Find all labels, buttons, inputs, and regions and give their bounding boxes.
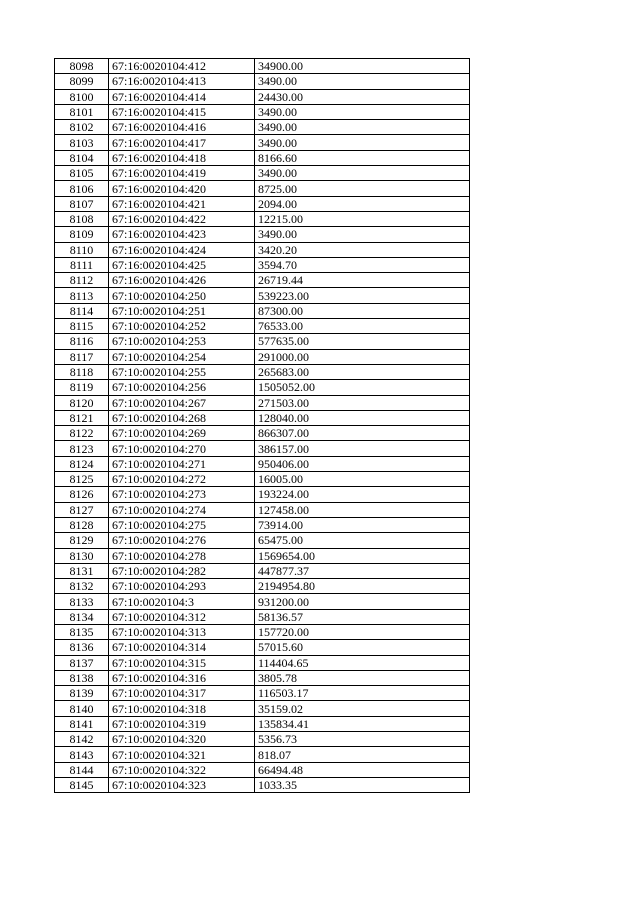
- value-cell: 3420.20: [255, 242, 470, 257]
- row-number-cell: 8099: [55, 74, 109, 89]
- cadastral-number-cell: 67:16:0020104:425: [109, 257, 255, 272]
- value-cell: 386157.00: [255, 441, 470, 456]
- table-row: [55, 273, 470, 288]
- table-row: [55, 686, 470, 701]
- value-cell: 12215.00: [255, 211, 470, 226]
- value-cell: 3490.00: [255, 166, 470, 181]
- value-cell: 128040.00: [255, 410, 470, 425]
- row-number-cell: 8108: [55, 211, 109, 226]
- value-cell: 2194954.80: [255, 579, 470, 594]
- table-row: [55, 594, 470, 609]
- row-number-cell: 8136: [55, 640, 109, 655]
- table-row: [55, 472, 470, 487]
- table-row: [55, 395, 470, 410]
- cadastral-number-cell: 67:10:0020104:254: [109, 349, 255, 364]
- value-cell: 291000.00: [255, 349, 470, 364]
- row-number-cell: 8135: [55, 624, 109, 639]
- table-row: [55, 334, 470, 349]
- table-row: [55, 640, 470, 655]
- row-number-cell: 8120: [55, 395, 109, 410]
- value-cell: 73914.00: [255, 517, 470, 532]
- data-table: [54, 58, 470, 793]
- table-row: [55, 762, 470, 777]
- cadastral-number-cell: 67:10:0020104:252: [109, 319, 255, 334]
- table-row: [55, 364, 470, 379]
- table-row: [55, 59, 470, 74]
- value-cell: 127458.00: [255, 502, 470, 517]
- value-cell: 1033.35: [255, 777, 470, 792]
- value-cell: 135834.41: [255, 716, 470, 731]
- row-number-cell: 8109: [55, 227, 109, 242]
- value-cell: 57015.60: [255, 640, 470, 655]
- row-number-cell: 8138: [55, 670, 109, 685]
- row-number-cell: 8132: [55, 579, 109, 594]
- cadastral-number-cell: 67:16:0020104:415: [109, 104, 255, 119]
- cadastral-number-cell: 67:16:0020104:421: [109, 196, 255, 211]
- table-row: [55, 166, 470, 181]
- row-number-cell: 8137: [55, 655, 109, 670]
- value-cell: 2094.00: [255, 196, 470, 211]
- table-row: [55, 655, 470, 670]
- cadastral-number-cell: 67:10:0020104:275: [109, 517, 255, 532]
- table-row: [55, 609, 470, 624]
- value-cell: 26719.44: [255, 273, 470, 288]
- cadastral-number-cell: 67:16:0020104:414: [109, 89, 255, 104]
- value-cell: 931200.00: [255, 594, 470, 609]
- cadastral-number-cell: 67:16:0020104:420: [109, 181, 255, 196]
- cadastral-number-cell: 67:10:0020104:3: [109, 594, 255, 609]
- value-cell: 3490.00: [255, 135, 470, 150]
- row-number-cell: 8131: [55, 563, 109, 578]
- row-number-cell: 8112: [55, 273, 109, 288]
- cadastral-number-cell: 67:10:0020104:274: [109, 502, 255, 517]
- table-row: [55, 777, 470, 792]
- row-number-cell: 8100: [55, 89, 109, 104]
- cadastral-number-cell: 67:16:0020104:417: [109, 135, 255, 150]
- row-number-cell: 8127: [55, 502, 109, 517]
- value-cell: 950406.00: [255, 456, 470, 471]
- table-row: [55, 380, 470, 395]
- cadastral-number-cell: 67:10:0020104:316: [109, 670, 255, 685]
- table-row: [55, 120, 470, 135]
- value-cell: 447877.37: [255, 563, 470, 578]
- row-number-cell: 8145: [55, 777, 109, 792]
- row-number-cell: 8101: [55, 104, 109, 119]
- table-row: [55, 747, 470, 762]
- cadastral-number-cell: 67:10:0020104:272: [109, 472, 255, 487]
- cadastral-number-cell: 67:16:0020104:413: [109, 74, 255, 89]
- cadastral-number-cell: 67:10:0020104:267: [109, 395, 255, 410]
- row-number-cell: 8142: [55, 732, 109, 747]
- row-number-cell: 8130: [55, 548, 109, 563]
- value-cell: 3490.00: [255, 104, 470, 119]
- row-number-cell: 8134: [55, 609, 109, 624]
- value-cell: 35159.02: [255, 701, 470, 716]
- value-cell: 193224.00: [255, 487, 470, 502]
- row-number-cell: 8116: [55, 334, 109, 349]
- value-cell: 1569654.00: [255, 548, 470, 563]
- table-row: [55, 502, 470, 517]
- table-row: [55, 701, 470, 716]
- cadastral-number-cell: 67:10:0020104:251: [109, 303, 255, 318]
- row-number-cell: 8102: [55, 120, 109, 135]
- row-number-cell: 8105: [55, 166, 109, 181]
- value-cell: 539223.00: [255, 288, 470, 303]
- cadastral-number-cell: 67:10:0020104:271: [109, 456, 255, 471]
- value-cell: 3490.00: [255, 227, 470, 242]
- row-number-cell: 8111: [55, 257, 109, 272]
- cadastral-number-cell: 67:16:0020104:426: [109, 273, 255, 288]
- table-row: [55, 211, 470, 226]
- row-number-cell: 8115: [55, 319, 109, 334]
- table-row: [55, 487, 470, 502]
- value-cell: 65475.00: [255, 533, 470, 548]
- value-cell: 577635.00: [255, 334, 470, 349]
- table-row: [55, 456, 470, 471]
- cadastral-number-cell: 67:16:0020104:424: [109, 242, 255, 257]
- cadastral-number-cell: 67:10:0020104:312: [109, 609, 255, 624]
- cadastral-number-cell: 67:10:0020104:273: [109, 487, 255, 502]
- row-number-cell: 8123: [55, 441, 109, 456]
- table-row: [55, 563, 470, 578]
- value-cell: 34900.00: [255, 59, 470, 74]
- table-row: [55, 181, 470, 196]
- value-cell: 1505052.00: [255, 380, 470, 395]
- cadastral-number-cell: 67:10:0020104:293: [109, 579, 255, 594]
- table-body: [55, 59, 470, 793]
- row-number-cell: 8113: [55, 288, 109, 303]
- table-row: [55, 104, 470, 119]
- value-cell: 87300.00: [255, 303, 470, 318]
- row-number-cell: 8141: [55, 716, 109, 731]
- cadastral-number-cell: 67:10:0020104:253: [109, 334, 255, 349]
- table-row: [55, 257, 470, 272]
- cadastral-number-cell: 67:10:0020104:323: [109, 777, 255, 792]
- table-row: [55, 716, 470, 731]
- cadastral-number-cell: 67:10:0020104:250: [109, 288, 255, 303]
- cadastral-number-cell: 67:16:0020104:412: [109, 59, 255, 74]
- table-row: [55, 670, 470, 685]
- table-row: [55, 410, 470, 425]
- table-row: [55, 303, 470, 318]
- value-cell: 271503.00: [255, 395, 470, 410]
- table-row: [55, 196, 470, 211]
- value-cell: 8725.00: [255, 181, 470, 196]
- row-number-cell: 8122: [55, 426, 109, 441]
- row-number-cell: 8104: [55, 150, 109, 165]
- cadastral-number-cell: 67:16:0020104:423: [109, 227, 255, 242]
- table-row: [55, 624, 470, 639]
- table-row: [55, 227, 470, 242]
- cadastral-number-cell: 67:10:0020104:320: [109, 732, 255, 747]
- value-cell: 818.07: [255, 747, 470, 762]
- row-number-cell: 8128: [55, 517, 109, 532]
- row-number-cell: 8121: [55, 410, 109, 425]
- value-cell: 5356.73: [255, 732, 470, 747]
- cadastral-number-cell: 67:16:0020104:419: [109, 166, 255, 181]
- table-row: [55, 548, 470, 563]
- table-row: [55, 319, 470, 334]
- row-number-cell: 8119: [55, 380, 109, 395]
- value-cell: 116503.17: [255, 686, 470, 701]
- cadastral-number-cell: 67:10:0020104:268: [109, 410, 255, 425]
- value-cell: 3805.78: [255, 670, 470, 685]
- row-number-cell: 8129: [55, 533, 109, 548]
- table-row: [55, 579, 470, 594]
- cadastral-number-cell: 67:10:0020104:321: [109, 747, 255, 762]
- value-cell: 157720.00: [255, 624, 470, 639]
- row-number-cell: 8106: [55, 181, 109, 196]
- row-number-cell: 8118: [55, 364, 109, 379]
- table-row: [55, 732, 470, 747]
- row-number-cell: 8143: [55, 747, 109, 762]
- cadastral-number-cell: 67:10:0020104:314: [109, 640, 255, 655]
- table-row: [55, 533, 470, 548]
- value-cell: 3490.00: [255, 74, 470, 89]
- value-cell: 24430.00: [255, 89, 470, 104]
- row-number-cell: 8139: [55, 686, 109, 701]
- row-number-cell: 8124: [55, 456, 109, 471]
- cadastral-number-cell: 67:10:0020104:319: [109, 716, 255, 731]
- row-number-cell: 8114: [55, 303, 109, 318]
- cadastral-number-cell: 67:10:0020104:270: [109, 441, 255, 456]
- table-row: [55, 426, 470, 441]
- cadastral-number-cell: 67:16:0020104:422: [109, 211, 255, 226]
- value-cell: 114404.65: [255, 655, 470, 670]
- cadastral-number-cell: 67:10:0020104:313: [109, 624, 255, 639]
- value-cell: 866307.00: [255, 426, 470, 441]
- table-row: [55, 441, 470, 456]
- cadastral-number-cell: 67:10:0020104:278: [109, 548, 255, 563]
- value-cell: 58136.57: [255, 609, 470, 624]
- cadastral-number-cell: 67:16:0020104:416: [109, 120, 255, 135]
- cadastral-number-cell: 67:16:0020104:418: [109, 150, 255, 165]
- row-number-cell: 8103: [55, 135, 109, 150]
- row-number-cell: 8140: [55, 701, 109, 716]
- row-number-cell: 8144: [55, 762, 109, 777]
- row-number-cell: 8133: [55, 594, 109, 609]
- cadastral-number-cell: 67:10:0020104:256: [109, 380, 255, 395]
- row-number-cell: 8117: [55, 349, 109, 364]
- cadastral-number-cell: 67:10:0020104:317: [109, 686, 255, 701]
- table-row: [55, 89, 470, 104]
- value-cell: 3490.00: [255, 120, 470, 135]
- table-row: [55, 135, 470, 150]
- row-number-cell: 8098: [55, 59, 109, 74]
- cadastral-number-cell: 67:10:0020104:318: [109, 701, 255, 716]
- cadastral-number-cell: 67:10:0020104:276: [109, 533, 255, 548]
- table-row: [55, 242, 470, 257]
- table-row: [55, 517, 470, 532]
- value-cell: 76533.00: [255, 319, 470, 334]
- row-number-cell: 8125: [55, 472, 109, 487]
- cadastral-number-cell: 67:10:0020104:255: [109, 364, 255, 379]
- value-cell: 265683.00: [255, 364, 470, 379]
- value-cell: 16005.00: [255, 472, 470, 487]
- cadastral-number-cell: 67:10:0020104:282: [109, 563, 255, 578]
- value-cell: 3594.70: [255, 257, 470, 272]
- table-row: [55, 150, 470, 165]
- table-row: [55, 349, 470, 364]
- row-number-cell: 8107: [55, 196, 109, 211]
- cadastral-number-cell: 67:10:0020104:322: [109, 762, 255, 777]
- value-cell: 66494.48: [255, 762, 470, 777]
- row-number-cell: 8110: [55, 242, 109, 257]
- table-row: [55, 288, 470, 303]
- row-number-cell: 8126: [55, 487, 109, 502]
- cadastral-number-cell: 67:10:0020104:315: [109, 655, 255, 670]
- table-row: [55, 74, 470, 89]
- value-cell: 8166.60: [255, 150, 470, 165]
- cadastral-number-cell: 67:10:0020104:269: [109, 426, 255, 441]
